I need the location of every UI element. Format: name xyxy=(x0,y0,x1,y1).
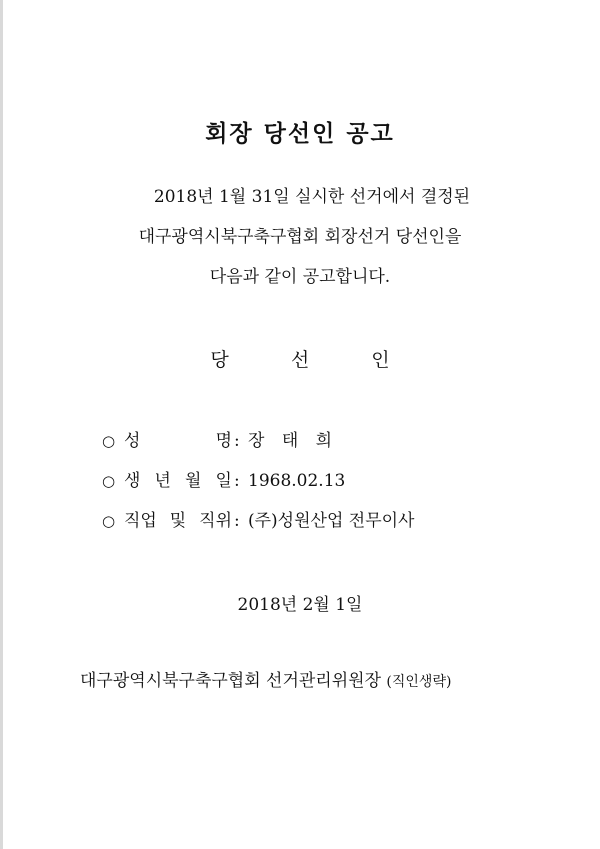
field-label-char: 직업 xyxy=(124,511,157,531)
field-label-char: 생 xyxy=(124,471,141,491)
circle-bullet-icon: ○ xyxy=(102,512,116,530)
issuer-name: 대구광역시북구축구협회 선거관리위원장 xyxy=(80,671,381,691)
issuer-signature xyxy=(80,666,451,691)
field-label-char: 성 xyxy=(124,431,141,451)
field-label-birthdate xyxy=(124,469,232,493)
circle-bullet-icon: ○ xyxy=(102,432,116,450)
section-heading-winner: 당 선 인 xyxy=(210,349,418,371)
field-label-char: 명 xyxy=(215,431,232,451)
intro-line-3: 다음과 같이 공고합니다. xyxy=(209,267,391,287)
field-label-char: 년 xyxy=(154,471,171,491)
announcement-date: 2018년 2월 1일 xyxy=(237,595,363,615)
field-colon: : xyxy=(234,471,240,491)
field-label-birthdate-spread xyxy=(124,469,232,493)
field-row-birthdate xyxy=(102,469,346,493)
field-colon: : xyxy=(234,511,240,531)
field-value-birthdate: 1968.02.13 xyxy=(248,471,346,491)
field-row-occupation xyxy=(102,509,415,533)
circle-bullet-icon: ○ xyxy=(102,472,116,490)
field-label-name xyxy=(124,429,232,453)
field-label-char: 및 xyxy=(169,511,187,531)
field-label-occupation-spread xyxy=(124,509,232,533)
field-label-char: 월 xyxy=(185,471,202,491)
field-label-occupation xyxy=(124,509,232,533)
field-label-name-spread xyxy=(124,429,232,453)
field-row-name xyxy=(102,429,339,453)
document-title: 회장 당선인 공고 xyxy=(205,120,395,147)
field-value-occupation: (주)성원산업 전무이사 xyxy=(248,511,415,531)
field-colon: : xyxy=(234,431,240,451)
field-label-char: 일 xyxy=(215,471,232,491)
seal-omitted-note: (직인생략) xyxy=(386,674,452,690)
field-label-char: 직위 xyxy=(199,511,232,531)
intro-line-2: 대구광역시북구축구협회 회장선거 당선인을 xyxy=(138,227,462,247)
field-value-name: 장 태 희 xyxy=(248,431,339,451)
intro-line-1: 2018년 1월 31일 실시한 선거에서 결정된 xyxy=(153,187,471,207)
